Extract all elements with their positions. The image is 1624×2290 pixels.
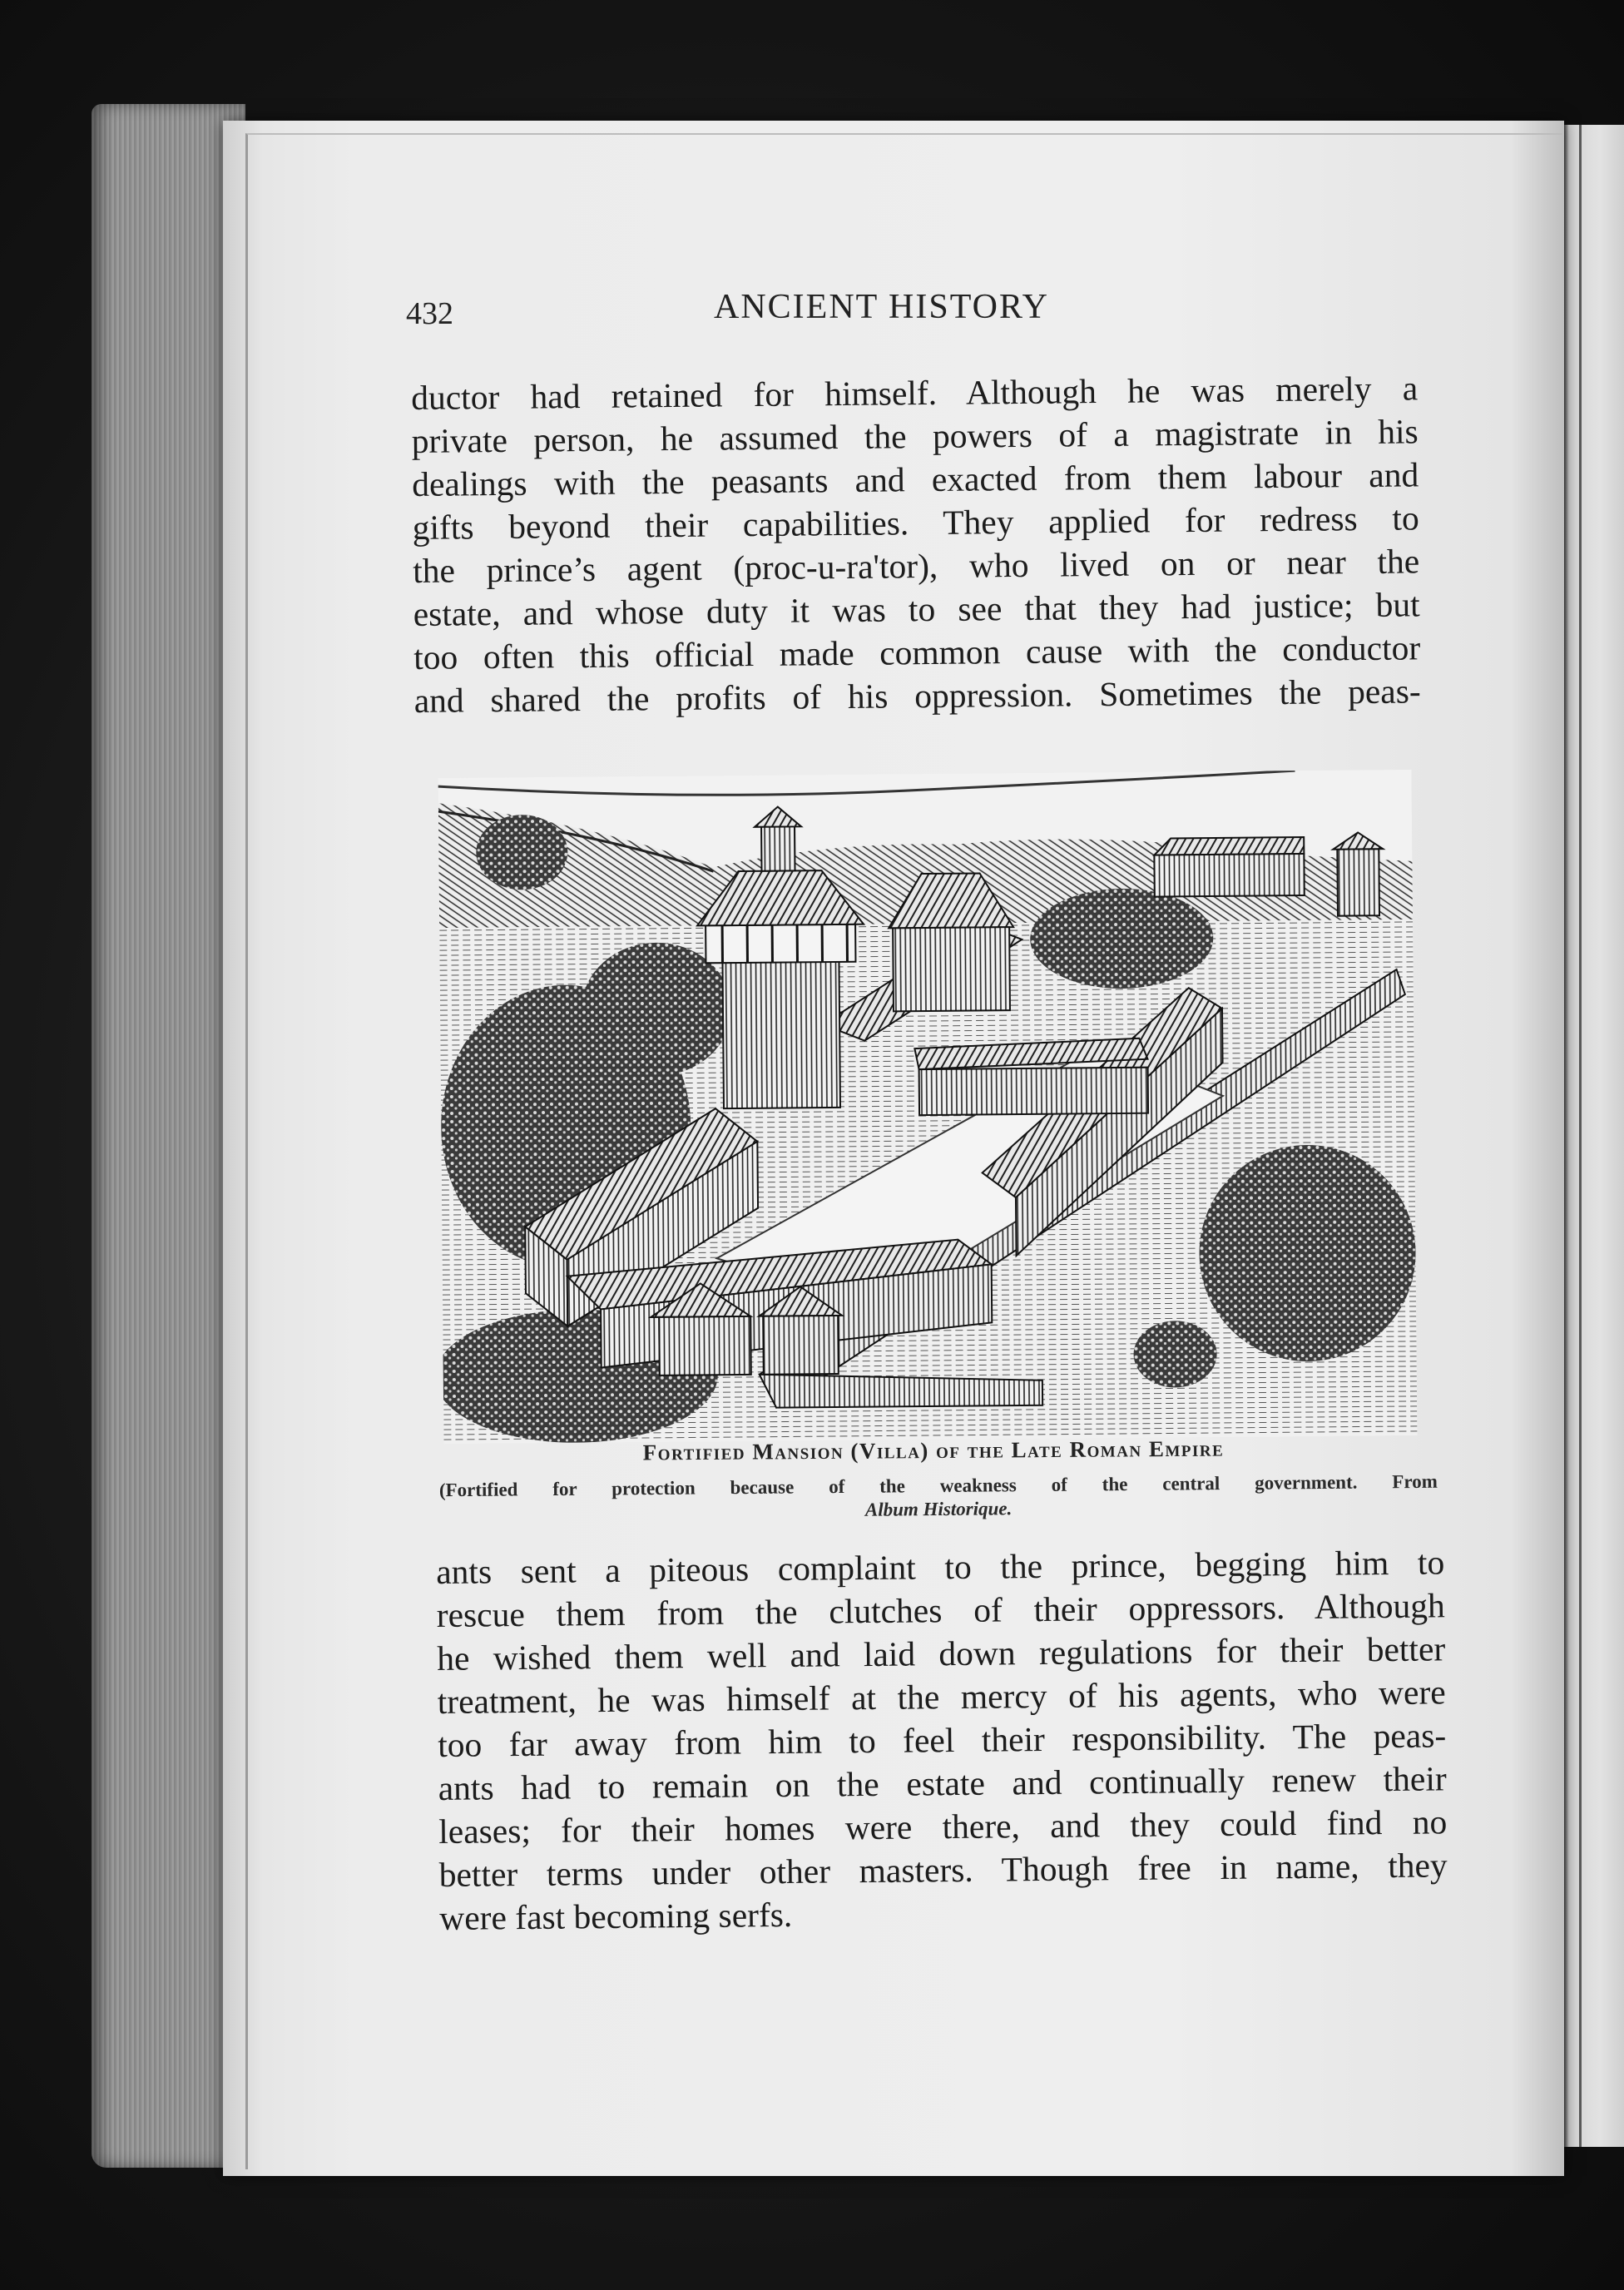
figure-caption-body bbox=[439, 1470, 1438, 1525]
caption-source: Album Historique. bbox=[864, 1498, 1013, 1520]
text-line: ductor had retained for himself. Although he was merely a bbox=[411, 369, 1419, 417]
text-line: gifts beyond their capabilities. They applied for redress to bbox=[412, 498, 1419, 547]
text-line: the prince’s agent (proc-u-ra'tor), who lived on or near the bbox=[413, 542, 1420, 590]
paragraph-top bbox=[411, 366, 1421, 722]
text-line: and shared the profits of his oppression. Sometimes the peas- bbox=[413, 672, 1421, 720]
running-head: ANCIENT HISTORY bbox=[714, 288, 1049, 326]
text-line: treatment, he was himself at the mercy of his agents, who were bbox=[437, 1673, 1446, 1721]
page-header bbox=[406, 287, 1438, 337]
paragraph-bottom bbox=[436, 1540, 1448, 1940]
figure-caption-title: Fortified Mansion (Villa) of the Late Roman Empire bbox=[642, 1435, 1225, 1465]
text-line: too far away from him to feel their responsibility. The peas- bbox=[438, 1716, 1447, 1764]
text-line: better terms under other masters. Though free in name, they bbox=[438, 1846, 1448, 1894]
text-line: were fast becoming serfs. bbox=[439, 1895, 793, 1937]
text-line: estate, and whose duty it was to see that they had justice; but bbox=[413, 585, 1420, 633]
text-line: he wished them well and laid down regulations for their better bbox=[437, 1629, 1446, 1678]
text-line: leases; for their homes were there, and they could find no bbox=[438, 1802, 1448, 1851]
facing-page-edge bbox=[1564, 125, 1624, 2147]
villa-illustration bbox=[438, 770, 1418, 1444]
text-line: private person, he assumed the powers of a magistrate in his bbox=[411, 412, 1419, 460]
page-number: 432 bbox=[406, 296, 453, 331]
text-line: rescue them from the clutches of their oppressors. Although bbox=[436, 1586, 1445, 1634]
text-line: ants sent a piteous complaint to the prince, begging him to bbox=[436, 1543, 1445, 1591]
text-line: dealings with the peasants and exacted from them labour and bbox=[412, 455, 1419, 503]
text-line: ants had to remain on the estate and continually renew their bbox=[438, 1759, 1447, 1807]
text-line: too often this official made common cause with the conductor bbox=[413, 628, 1421, 677]
caption-line: (Fortified for protection because of the weakness of the central government. From bbox=[438, 1470, 1438, 1501]
